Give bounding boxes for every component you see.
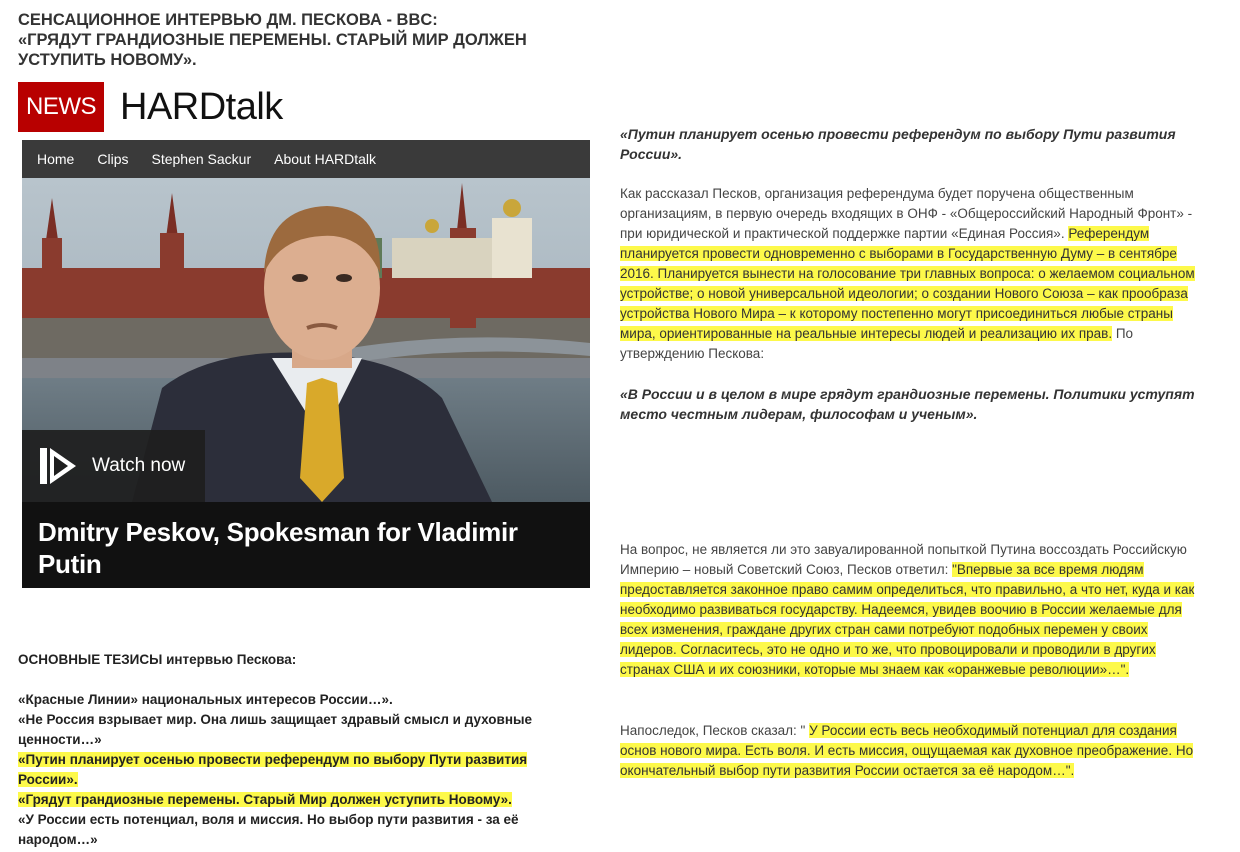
paragraph-text-highlighted: Референдум планируется провести одновременно с выборами в Государственную Думу – в сентябре 2016. Планируется вынести на голосование три главных вопроса: о желаемом социальном устройстве; о новой универсальной идеологии; о создании Нового Союза – как прообраза устройства Нового Мира – к которому постепенно могут присоединиться любые страны мира, ориентированные на реальные интересы людей и реализацию их прав. xyxy=(620,226,1195,341)
watch-now-label: Watch now xyxy=(92,455,186,476)
bbc-hardtalk-logo xyxy=(18,82,283,132)
theses-title: ОСНОВНЫЕ ТЕЗИСЫ интервью Пескова: xyxy=(18,652,297,667)
thesis-item: «Красные Линии» национальных интересов России…». xyxy=(18,692,393,707)
quote-changes: «В России и в целом в мире грядут грандиозные перемены. Политики уступят место честным лидерам, философам и ученым». xyxy=(620,386,1195,422)
page-headline: СЕНСАЦИОННОЕ ИНТЕРВЬЮ ДМ. ПЕСКОВА - BBC: «ГРЯДУТ ГРАНДИОЗНЫЕ ПЕРЕМЕНЫ. СТАРЫЙ МИР ДОЛЖЕН УСТУПИТЬ НОВОМУ». xyxy=(18,11,527,69)
nav-stephen-sackur[interactable]: Stephen Sackur xyxy=(151,151,252,167)
nav-home[interactable]: Home xyxy=(37,151,75,167)
hardtalk-nav xyxy=(22,140,590,178)
paragraph-text-highlighted: У России есть весь необходимый потенциал для создания основ нового мира. Есть воля. И есть миссия, ощущаемая как духовное преображение. Но окончательный выбор пути развития России остается за её народом…". xyxy=(620,723,1194,778)
paragraph-final xyxy=(620,721,1200,781)
hardtalk-wordmark: HARDtalk xyxy=(120,85,283,128)
thesis-item xyxy=(18,750,578,790)
iplayer-play-icon xyxy=(40,446,76,486)
paragraph-empire-question xyxy=(620,540,1200,680)
theses-block xyxy=(18,650,578,850)
paragraph-text: Как рассказал Песков, организация референдума будет поручена общественным организациям, в первую очередь входящих в ОНФ - «Общероссийский Народный Фронт» - при юридической и практической поддержке партии «Единая Россия». xyxy=(620,186,1193,241)
thesis-text-highlighted: «Путин планирует осенью провести референдум по выбору Пути развития России». xyxy=(18,752,528,787)
paragraph-referendum xyxy=(620,184,1200,364)
paragraph-text-highlighted: "Впервые за все время людям предоставляется законное право самим определиться, что правильно, а что нет, куда и как необходимо развиваться государству. Надеемся, увидев воочию в России желаемые для всех изменения, граждане других стран сами потребуют подобных перемен у своих лидеров. Согласитесь, это не одно и то же, что провоцировали и проводили в других странах США и их союзники, которые мы знаем как «оранжевые революции»…". xyxy=(620,562,1195,677)
thesis-text-highlighted: «Грядут грандиозные перемены. Старый Мир должен уступить Новому». xyxy=(18,792,512,807)
nav-about[interactable]: About HARDtalk xyxy=(274,151,377,167)
thesis-item: «У России есть потенциал, воля и миссия. Но выбор пути развития - за её народом…» xyxy=(18,812,519,847)
paragraph-text: Напоследок, Песков сказал: " xyxy=(620,723,810,738)
quote-referendum: «Путин планирует осенью провести референдум по выбору Пути развития России». xyxy=(620,126,1176,162)
thesis-item: «Не Россия взрывает мир. Она лишь защищает здравый смысл и духовные ценности…» xyxy=(18,712,533,747)
video-caption: Dmitry Peskov, Spokesman for Vladimir Putin xyxy=(22,502,590,588)
paragraph-text: На вопрос, не является ли это завуалированной попыткой Путина воссоздать Российскую Империю – новый Советский Союз, Песков ответил: xyxy=(620,542,1187,577)
thesis-item xyxy=(18,790,578,810)
news-badge: NEWS xyxy=(18,82,104,132)
paragraph-text: По утверждению Пескова: xyxy=(620,326,1134,361)
watch-now-button[interactable] xyxy=(22,430,205,502)
nav-clips[interactable]: Clips xyxy=(97,151,129,167)
